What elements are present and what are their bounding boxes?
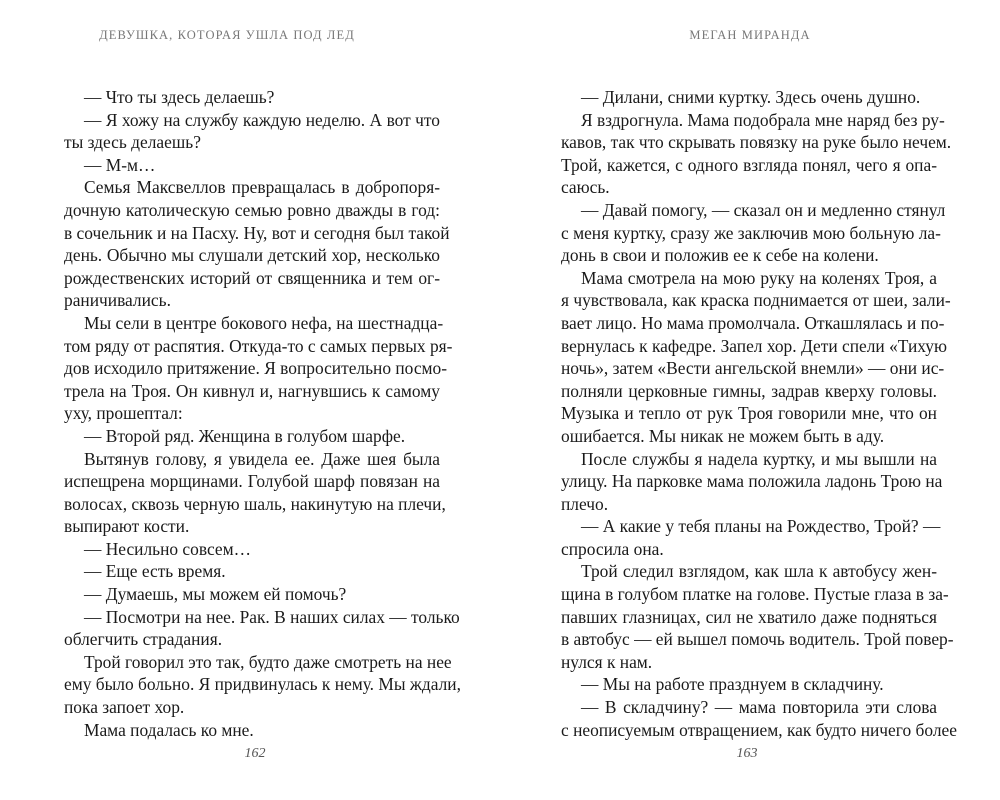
text-line: — Думаешь, мы можем ей помочь? [84, 584, 347, 605]
text-line: донь в свои и положив ее к себе на колени. [561, 245, 879, 266]
text-line: волосах, сквозь черную шаль, накинутую на плечи, [64, 493, 446, 514]
page-number-left: 162 [244, 746, 266, 761]
text-line: Семья Максвеллов превращалась в добропоря- [84, 177, 440, 198]
text-line: вает лицо. Но мама промолчала. Откашлялась и по- [561, 312, 945, 333]
text-line: — Мы на работе празднуем в складчину. [581, 674, 884, 695]
text-line: день. Обычно мы слушали детский хор, несколько [64, 245, 440, 266]
text-line: — Второй ряд. Женщина в голубом шарфе. [84, 425, 406, 446]
text-line: с меня куртку, сразу же заключив мою больную ла- [561, 222, 941, 243]
text-line: щина в голубом платке на голове. Пустые глаза в за- [561, 584, 949, 605]
text-line: — Дилани, сними куртку. Здесь очень душно. [581, 87, 921, 107]
text-line: — А какие у тебя планы на Рождество, Трой? — [581, 516, 941, 537]
text-line: уху, прошептал: [64, 403, 183, 424]
text-line: трела на Троя. Он кивнул и, нагнувшись к самому [64, 380, 440, 401]
right-body-text [561, 86, 957, 741]
text-line: дочную католическую семью ровно дважды в год: [64, 199, 440, 220]
text-line: ночь», затем «Вести ангельской внемли» — они ис- [561, 358, 945, 379]
text-line: павших глазницах, сил не хватило даже подняться [561, 606, 937, 627]
text-line: в автобус — ей вышел помочь водитель. Трой повер- [561, 629, 954, 650]
text-line: — Я хожу на службу каждую неделю. А вот что [84, 109, 440, 130]
text-line: Трой говорил это так, будто даже смотреть на нее [84, 651, 452, 672]
page-number-right: 163 [736, 746, 758, 761]
text-line: спросила она. [561, 538, 664, 559]
text-line: — М-м… [84, 154, 156, 175]
text-line: вернулась к кафедре. Запел хор. Дети спели «Тихую [561, 335, 947, 356]
text-line: с неописуемым отвращением, как будто ничего более [561, 719, 957, 740]
text-line: ошибается. Мы никак не можем быть в аду. [561, 425, 885, 446]
left-body-text [64, 86, 461, 741]
running-header-book-title: ДЕВУШКА, КОТОРАЯ УШЛА ПОД ЛЕД [99, 28, 355, 42]
text-line: облегчить страдания. [64, 629, 223, 650]
text-line: После службы я надела куртку, и мы вышли на [581, 448, 937, 469]
text-line: кавов, так что скрывать повязку на руке было нечем. [561, 132, 952, 153]
text-line: — Несильно совсем… [84, 538, 252, 559]
right-page [500, 0, 1000, 800]
text-line: дов исходило притяжение. Я вопросительно посмо- [64, 358, 448, 379]
text-line: нулся к нам. [561, 651, 653, 672]
text-line: улицу. На парковке мама положила ладонь Трою на [561, 471, 943, 492]
text-line: Мама подалась ко мне. [84, 719, 254, 740]
text-line: ты здесь делаешь? [64, 132, 201, 153]
text-line: Мама смотрела на мою руку на коленях Троя, а [581, 267, 937, 288]
text-line: Мы сели в центре бокового нефа, на шестнадца- [84, 312, 444, 333]
text-line: Трой следил взглядом, как шла к автобусу жен- [581, 561, 937, 582]
text-line: — Посмотри на нее. Рак. В наших силах — только [84, 606, 460, 627]
text-line: — Еще есть время. [84, 561, 226, 582]
text-line: — Что ты здесь делаешь? [84, 87, 275, 107]
text-line: раничивались. [64, 290, 171, 311]
text-line: полняли церковные гимны, задрав кверху головы. [561, 380, 937, 401]
running-header-author: МЕГАН МИРАНДА [689, 28, 811, 42]
text-line: в сочельник и на Пасху. Ну, вот и сегодня был такой [64, 222, 450, 243]
text-line: — В складчину? — мама повторила эти слова [581, 697, 937, 718]
text-line: выпирают кости. [64, 516, 190, 537]
text-line: испещрена морщинами. Голубой шарф повязан на [64, 471, 440, 492]
text-line: Трой, кажется, с одного взгляда понял, чего я опа- [561, 154, 937, 175]
text-line: том ряду от распятия. Откуда-то с самых первых ря- [64, 335, 453, 356]
text-line: я чувствовала, как краска поднимается от шеи, зали- [561, 290, 951, 311]
text-line: саюсь. [561, 177, 610, 198]
text-line: рождественских историй от священника и тем ог- [64, 267, 440, 288]
text-line: Вытянув голову, я увидела ее. Даже шея была [84, 448, 440, 469]
text-line: Музыка и тепло от рук Троя говорили мне, что он [561, 403, 937, 424]
text-line: Я вздрогнула. Мама подобрала мне наряд без ру- [581, 109, 945, 130]
text-line: плечо. [561, 493, 609, 514]
text-line: — Давай помогу, — сказал он и медленно стянул [581, 199, 946, 220]
text-line: пока запоет хор. [64, 697, 185, 718]
text-line: ему было больно. Я придвинулась к нему. Мы ждали, [64, 674, 461, 695]
